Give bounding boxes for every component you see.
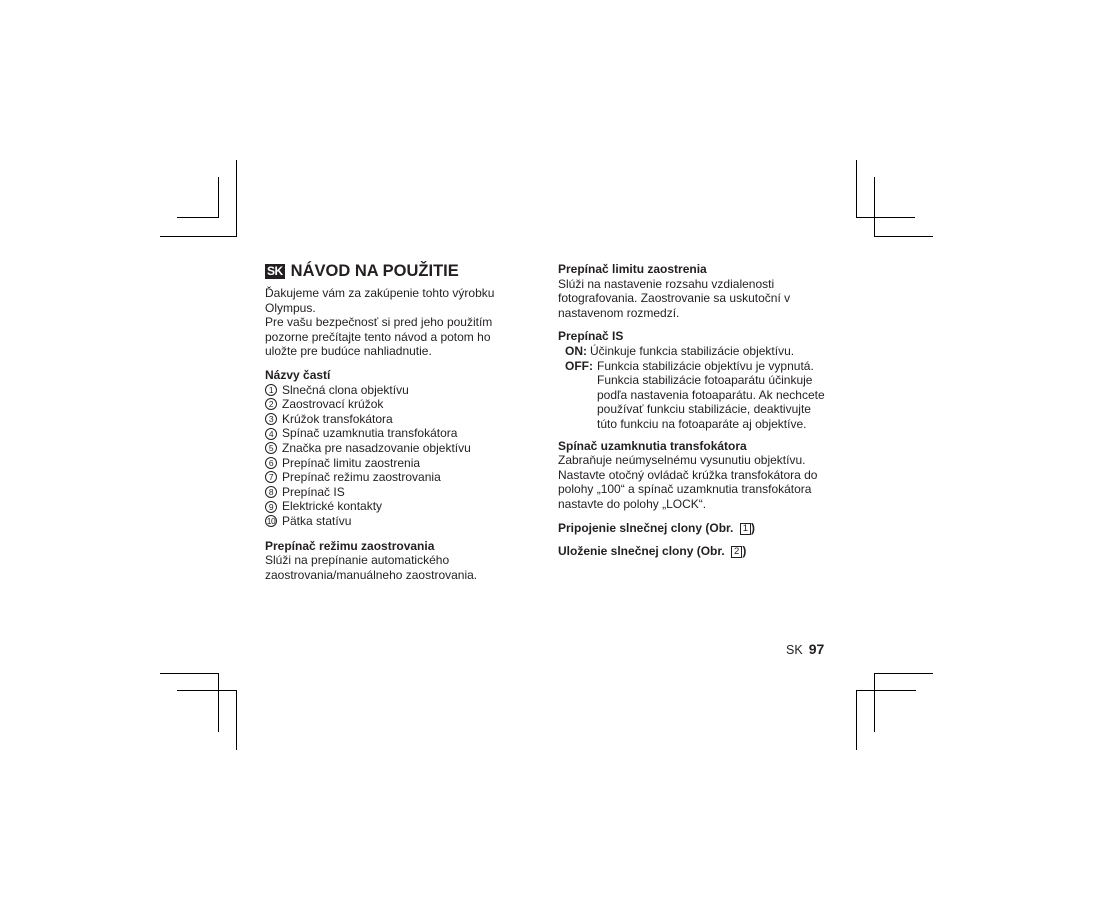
crop-mark (874, 177, 875, 237)
part-label: Zaostrovací krúžok (282, 397, 384, 412)
crop-mark (218, 177, 219, 218)
is-switch-section (558, 329, 833, 431)
list-item (265, 412, 515, 427)
focus-mode-section (265, 539, 515, 583)
list-item (265, 456, 515, 471)
list-item (265, 485, 515, 500)
page-number (786, 641, 824, 657)
hood-attach-label: Pripojenie slnečnej clony (Obr. (558, 520, 737, 535)
crop-mark (856, 217, 915, 218)
parts-heading: Názvy častí (265, 367, 331, 382)
zoom-lock-heading: Spínač uzamknutia transfokátora (558, 438, 747, 453)
circled-number: 2 (265, 398, 277, 410)
circled-number: 10 (266, 516, 276, 527)
language-badge: SK (267, 264, 283, 278)
hood-store-label: Uloženie slnečnej clony (Obr. (558, 544, 729, 559)
crop-mark (177, 690, 237, 691)
list-item (265, 426, 515, 441)
part-label: Pätka statívu (282, 513, 352, 528)
focus-limit-heading: Prepínač limitu zaostrenia (558, 262, 707, 276)
circled-number: 3 (265, 413, 277, 425)
parts-list (265, 383, 515, 529)
crop-mark (856, 160, 857, 218)
hood-store-heading (558, 544, 833, 559)
is-off-row (558, 359, 833, 432)
hood-attach-close: ) (751, 520, 756, 535)
crop-mark (218, 673, 219, 732)
figure-number: 2 (731, 546, 742, 558)
is-off-term: OFF: (565, 358, 593, 373)
part-label: Značka pre nasadzovanie objektívu (282, 440, 471, 455)
page-number-value: 97 (808, 641, 825, 657)
is-on-text: Účinkuje funkcia stabilizácie objektívu. (590, 343, 795, 358)
circled-number: 8 (265, 486, 277, 498)
focus-mode-text: Slúži na prepínanie automatického zaostrovania/manuálneho zaostrovania. (265, 553, 478, 582)
part-label: Prepínač režimu zaostrovania (282, 470, 441, 485)
part-label: Prepínač IS (282, 484, 345, 499)
part-label: Spínač uzamknutia transfokátora (282, 426, 458, 441)
is-on-row (558, 344, 833, 359)
list-item (265, 470, 515, 485)
focus-limit-section (558, 262, 833, 320)
crop-mark (236, 160, 237, 237)
right-column (558, 262, 833, 559)
part-label: Prepínač limitu zaostrenia (282, 455, 421, 470)
is-off-text: Funkcia stabilizácie objektívu je vypnutá. Funkcia stabilizácie fotoaparátu účinkuje podľa nastavenia fotoaparátu. Ak nechcete používať funkciu stabilizácie, deaktivujte túto funkciu na fotoaparáte aj objektíve. (597, 358, 825, 431)
page-title: NÁVOD NA POUŽITIE (290, 262, 459, 280)
figure-number: 1 (740, 523, 751, 535)
crop-mark (856, 690, 916, 691)
title-row (265, 262, 515, 281)
hood-attach-heading (558, 521, 833, 536)
is-switch-heading: Prepínač IS (558, 329, 624, 344)
circled-number: 9 (265, 501, 277, 513)
circled-number: 4 (265, 428, 277, 440)
crop-mark (856, 690, 857, 750)
hood-store-close: ) (742, 544, 747, 559)
list-item (265, 514, 515, 529)
list-item (265, 397, 515, 412)
crop-mark (874, 673, 875, 732)
part-label: Slnečná clona objektívu (282, 382, 409, 397)
zoom-lock-text: Zabraňuje neúmyselnému vysunutiu objektívu. Nastavte otočný ovládač krúžka transfokátora do polohy „100“ a spínač uzamknutia transfokátora nastavte do polohy „LOCK“. (558, 453, 818, 511)
page-language-code: SK (786, 643, 803, 657)
circled-number: 1 (265, 384, 277, 396)
intro-safety: Pre vašu bezpečnosť si pred jeho použitím pozorne prečítajte tento návod a potom ho uložte pre budúce nahliadnutie. (265, 315, 493, 359)
crop-mark (160, 236, 237, 237)
part-label: Krúžok transfokátora (282, 411, 393, 426)
circled-number: 6 (265, 457, 277, 469)
list-item (265, 441, 515, 456)
circled-number: 7 (265, 471, 277, 483)
is-on-term: ON: (565, 343, 587, 358)
focus-limit-text: Slúži na nastavenie rozsahu vzdialenosti fotografovania. Zaostrovanie sa uskutoční v nastavenom rozmedzí. (558, 276, 791, 320)
intro-thanks: Ďakujeme vám za zakúpenie tohto výrobku Olympus. (265, 286, 495, 315)
crop-mark (236, 690, 237, 750)
left-column (265, 262, 515, 582)
zoom-lock-section (558, 439, 833, 512)
focus-mode-heading: Prepínač režimu zaostrovania (265, 538, 435, 553)
parts-section (265, 368, 515, 529)
crop-mark (177, 217, 219, 218)
crop-mark (160, 673, 219, 674)
crop-mark (874, 673, 933, 674)
circled-number: 5 (265, 442, 277, 454)
list-item (265, 383, 515, 398)
part-label: Elektrické kontakty (282, 499, 383, 514)
list-item (265, 499, 515, 514)
crop-mark (874, 236, 933, 237)
